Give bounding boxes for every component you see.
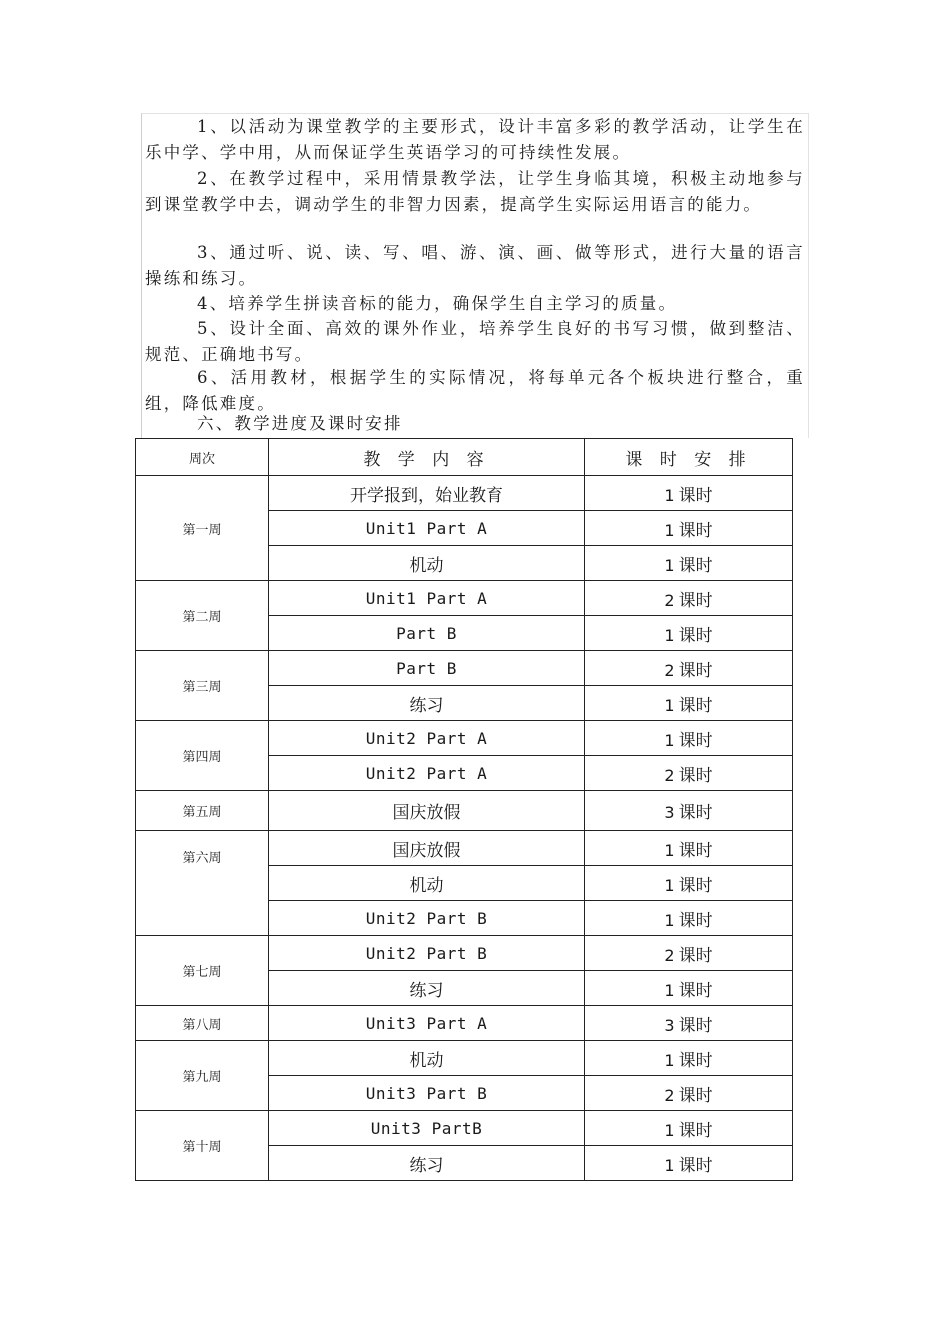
table-row xyxy=(136,476,793,511)
hours-num: 1 xyxy=(664,1120,675,1140)
content-cell: 练习 xyxy=(269,686,585,721)
schedule-table xyxy=(135,438,793,1181)
hours-cell xyxy=(585,971,793,1006)
hours-cell xyxy=(585,651,793,686)
hours-unit: 课时 xyxy=(678,945,713,966)
hours-unit: 课时 xyxy=(678,875,713,896)
content-cell: 练习 xyxy=(269,971,585,1006)
hours-cell xyxy=(585,1146,793,1181)
hours-unit: 课时 xyxy=(678,1085,713,1106)
hours-unit: 课时 xyxy=(678,660,713,681)
paragraph-6: 6、活用教材，根据学生的实际情况，将每单元各个板块进行整合，重组，降低难度。 xyxy=(145,368,805,413)
content-cell: Unit2 Part A xyxy=(269,721,585,756)
section-heading: 六、教学进度及课时安排 xyxy=(197,414,403,433)
table-row xyxy=(136,1111,793,1146)
hours-num: 2 xyxy=(664,1085,675,1105)
hours-cell xyxy=(585,476,793,511)
content-cell: Unit2 Part B xyxy=(269,936,585,971)
hours-cell xyxy=(585,1041,793,1076)
hours-num: 2 xyxy=(664,660,675,680)
hours-unit: 课时 xyxy=(678,625,713,646)
week-cell: 第二周 xyxy=(136,581,269,651)
header-week: 周次 xyxy=(136,439,269,476)
hours-cell xyxy=(585,1111,793,1146)
table-header-row xyxy=(136,439,793,476)
content-cell: 练习 xyxy=(269,1146,585,1181)
paragraph-3: 3、通过听、说、读、写、唱、游、演、画、做等形式，进行大量的语言操练和练习。 xyxy=(145,243,805,288)
hours-num: 2 xyxy=(664,590,675,610)
week-cell: 第十周 xyxy=(136,1111,269,1181)
hours-unit: 课时 xyxy=(678,803,713,823)
content-cell: Unit1 Part A xyxy=(269,511,585,546)
hours-unit: 课时 xyxy=(678,765,713,786)
hours-cell xyxy=(585,1006,793,1041)
content-cell: Unit1 Part A xyxy=(269,581,585,616)
hours-cell xyxy=(585,511,793,546)
hours-cell xyxy=(585,791,793,831)
hours-num: 2 xyxy=(664,945,675,965)
content-cell: Part B xyxy=(269,651,585,686)
hours-num: 1 xyxy=(664,875,675,895)
header-hours: 课 时 安 排 xyxy=(585,439,793,476)
hours-num: 1 xyxy=(664,730,675,750)
paragraph-2: 2、在教学过程中，采用情景教学法，让学生身临其境，积极主动地参与到课堂教学中去，调动学生的非智力因素，提高学生实际运用语言的能力。 xyxy=(145,169,805,214)
content-cell: 机动 xyxy=(269,546,585,581)
table-row xyxy=(136,791,793,831)
hours-num: 3 xyxy=(664,803,675,822)
table-row xyxy=(136,581,793,616)
hours-unit: 课时 xyxy=(678,590,713,611)
table-row xyxy=(136,1006,793,1041)
week-cell: 第六周 xyxy=(136,831,269,936)
hours-unit: 课时 xyxy=(678,1050,713,1071)
content-cell: 机动 xyxy=(269,866,585,901)
content-cell: 开学报到，始业教育 xyxy=(269,476,585,511)
hours-num: 1 xyxy=(664,1155,675,1175)
hours-unit: 课时 xyxy=(678,695,713,716)
paragraph-1: 1、以活动为课堂教学的主要形式，设计丰富多彩的教学活动，让学生在乐中学、学中用，从而保证学生英语学习的可持续性发展。 xyxy=(145,117,805,162)
hours-unit: 课时 xyxy=(678,1015,713,1036)
hours-unit: 课时 xyxy=(678,485,713,506)
table-row xyxy=(136,1041,793,1076)
content-cell: 国庆放假 xyxy=(269,791,585,831)
week-cell: 第四周 xyxy=(136,721,269,791)
hours-cell xyxy=(585,1076,793,1111)
hours-cell xyxy=(585,936,793,971)
hours-num: 1 xyxy=(664,980,675,1000)
hours-unit: 课时 xyxy=(678,730,713,751)
hours-cell xyxy=(585,721,793,756)
hours-cell xyxy=(585,546,793,581)
content-cell: Unit3 Part A xyxy=(269,1006,585,1041)
week-cell: 第八周 xyxy=(136,1006,269,1041)
table-row xyxy=(136,831,793,866)
hours-num: 1 xyxy=(664,485,675,505)
hours-num: 3 xyxy=(664,1015,675,1035)
content-cell: Unit2 Part B xyxy=(269,901,585,936)
content-cell: 机动 xyxy=(269,1041,585,1076)
week-cell: 第七周 xyxy=(136,936,269,1006)
hours-unit: 课时 xyxy=(678,555,713,576)
hours-num: 1 xyxy=(664,1050,675,1070)
paragraph-4: 4、培养学生拼读音标的能力，确保学生自主学习的质量。 xyxy=(197,294,678,313)
week-cell: 第九周 xyxy=(136,1041,269,1111)
week-cell: 第一周 xyxy=(136,476,269,581)
hours-cell xyxy=(585,831,793,866)
hours-num: 1 xyxy=(664,520,675,540)
content-cell: Part B xyxy=(269,616,585,651)
content-cell: Unit3 PartB xyxy=(269,1111,585,1146)
table-row xyxy=(136,936,793,971)
hours-cell xyxy=(585,616,793,651)
hours-cell xyxy=(585,866,793,901)
week-cell: 第五周 xyxy=(136,791,269,831)
hours-unit: 课时 xyxy=(678,520,713,541)
hours-num: 2 xyxy=(664,765,675,785)
table-row xyxy=(136,721,793,756)
table-row xyxy=(136,651,793,686)
hours-cell xyxy=(585,901,793,936)
hours-num: 1 xyxy=(664,555,675,575)
hours-cell xyxy=(585,756,793,791)
hours-cell xyxy=(585,581,793,616)
hours-num: 1 xyxy=(664,910,675,930)
content-cell: 国庆放假 xyxy=(269,831,585,866)
hours-unit: 课时 xyxy=(678,980,713,1001)
hours-unit: 课时 xyxy=(678,1120,713,1141)
hours-num: 1 xyxy=(664,840,675,860)
header-content: 教 学 内 容 xyxy=(269,439,585,476)
hours-unit: 课时 xyxy=(678,1155,713,1176)
hours-unit: 课时 xyxy=(678,840,713,861)
week-cell: 第三周 xyxy=(136,651,269,721)
content-cell: Unit3 Part B xyxy=(269,1076,585,1111)
hours-unit: 课时 xyxy=(678,910,713,931)
paragraph-5: 5、设计全面、高效的课外作业，培养学生良好的书写习惯，做到整洁、规范、正确地书写。 xyxy=(145,319,805,364)
hours-num: 1 xyxy=(664,695,675,715)
hours-cell xyxy=(585,686,793,721)
content-cell: Unit2 Part A xyxy=(269,756,585,791)
hours-num: 1 xyxy=(664,625,675,645)
